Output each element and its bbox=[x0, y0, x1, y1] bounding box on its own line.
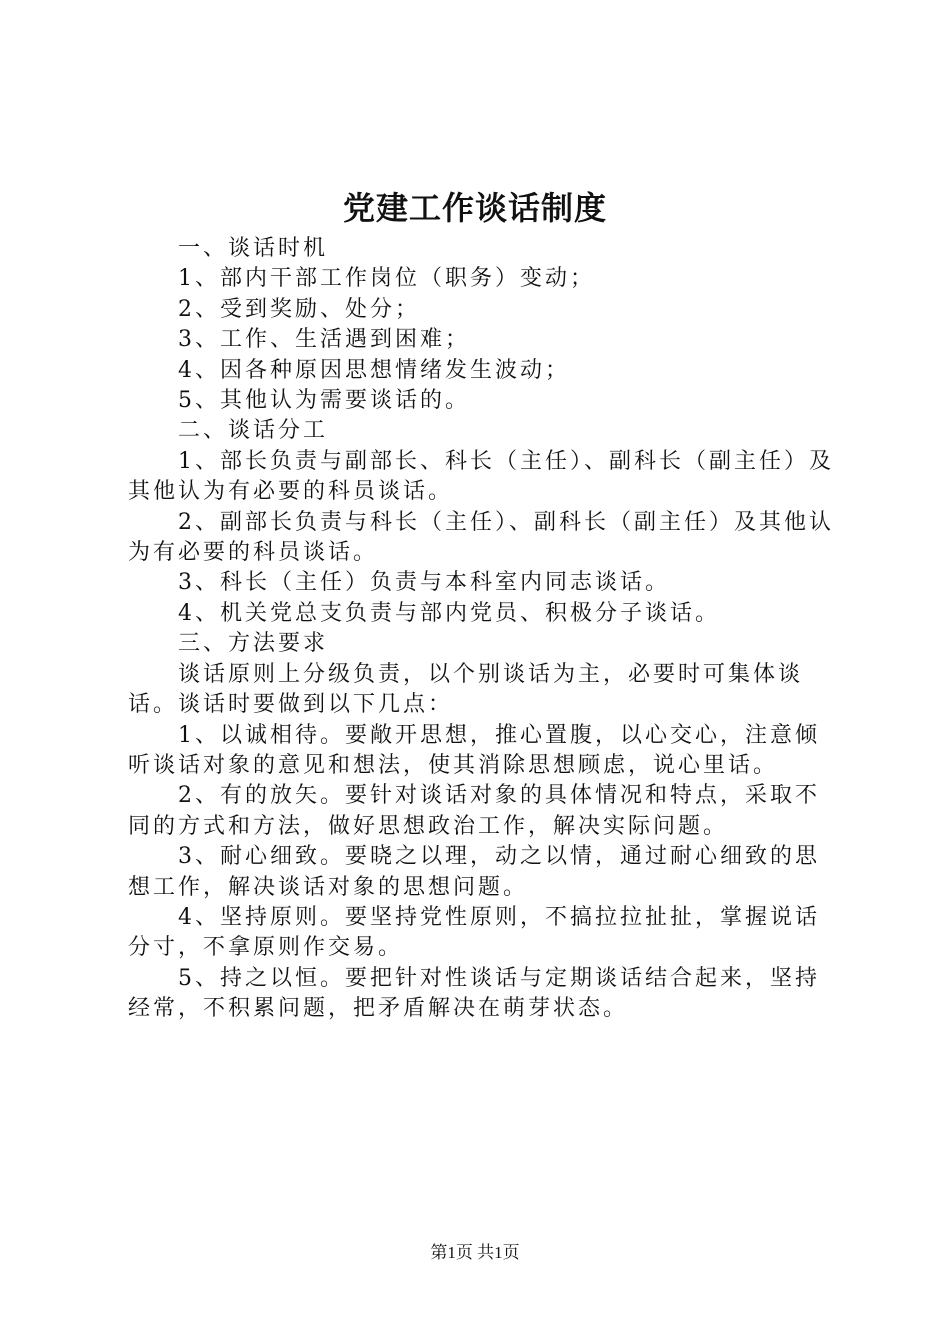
paragraph: 4、因各种原因思想情绪发生波动； bbox=[178, 357, 570, 383]
paragraph: 2、有的放矢。要针对谈话对象的具体情况和特点，采取不同的方式和方法，做好思想政治工作，解决实际问题。 bbox=[128, 783, 820, 839]
paragraph: 3、工作、生活遇到困难； bbox=[178, 327, 470, 353]
paragraph: 4、机关党总支负责与部内党员、积极分子谈话。 bbox=[178, 600, 720, 626]
document-title: 党建工作谈话制度 bbox=[342, 189, 607, 227]
paragraph: 2、受到奖励、处分； bbox=[178, 296, 420, 322]
section-heading-timing: 一、谈话时机 bbox=[178, 236, 329, 261]
section-heading-division: 二、谈话分工 bbox=[178, 418, 329, 444]
paragraph: 3、科长（主任）负责与本科室内同志谈话。 bbox=[178, 570, 670, 596]
paragraph: 3、耐心细致。要晓之以理，动之以情，通过耐心细致的思想工作，解决谈话对象的思想问题。 bbox=[128, 844, 820, 900]
paragraph: 4、坚持原则。要坚持党性原则，不搞拉拉扯扯，掌握说话分寸，不拿原则作交易。 bbox=[128, 904, 820, 961]
document-body bbox=[128, 234, 834, 1025]
paragraph: 1、部长负责与副部长、科长（主任）、副科长（副主任）及其他认为有必要的科员谈话。 bbox=[128, 448, 834, 505]
paragraph: 5、其他认为需要谈话的。 bbox=[178, 388, 470, 414]
paragraph: 5、持之以恒。要把针对性谈话与定期谈话结合起来，坚持经常，不积累问题，把矛盾解决在萌芽状态。 bbox=[128, 965, 820, 1022]
page-number-footer: 第1页 共1页 bbox=[430, 1243, 520, 1262]
paragraph: 谈话原则上分级负责，以个别谈话为主，必要时可集体谈话。谈话时要做到以下几点： bbox=[128, 661, 804, 718]
section-heading-methods: 三、方法要求 bbox=[178, 631, 329, 657]
paragraph: 1、部内干部工作岗位（职务）变动； bbox=[178, 266, 595, 292]
paragraph: 1、以诚相待。要敞开思想，推心置腹，以心交心，注意倾听谈话对象的意见和想法，使其消除思想顾虑，说心里话。 bbox=[128, 722, 820, 778]
paragraph: 2、副部长负责与科长（主任）、副科长（副主任）及其他认为有必要的科员谈话。 bbox=[128, 509, 834, 566]
